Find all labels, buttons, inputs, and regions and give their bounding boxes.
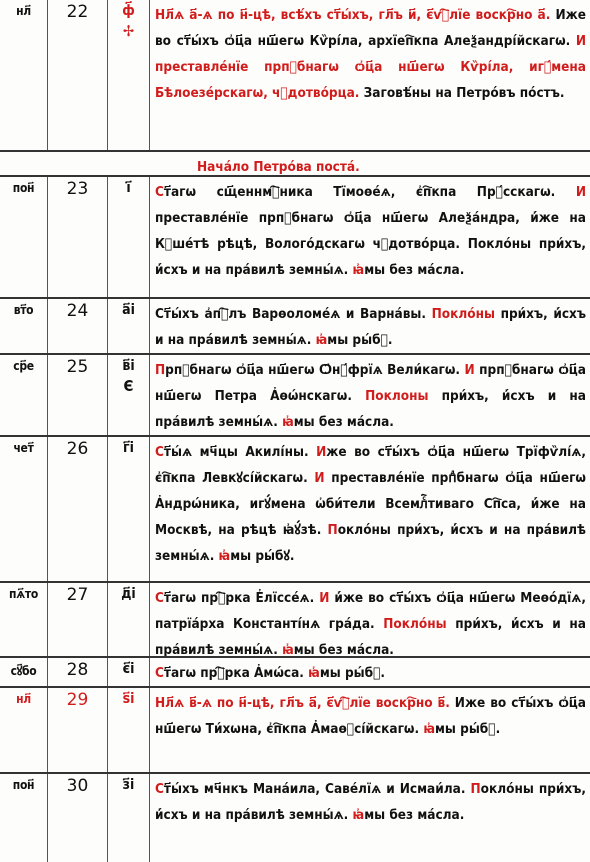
date-number: 25: [66, 357, 89, 377]
body-text: рпⷣбнагѡ ѻ҆ц҃а нш҃егѡ Ѻ҆нꙋ́фрїѧ Вели́кагѡ.: [165, 362, 465, 378]
weekday-cell: [0, 0, 48, 150]
date-cell: [48, 299, 108, 355]
feast-sign-icon: Є: [123, 377, 134, 395]
old-style-date-cell: [108, 688, 150, 774]
feast-cross-icon: ✢: [122, 22, 135, 40]
date-number: 28: [66, 660, 89, 680]
rubric-text: преставле́нїе прпⷣбнагѡ ѻ҆ц҃а нш҃егѡ Кѷрі́ла, игꙋ́мена Бѣлоезе́рскагѡ, чꙋдотво́рца.: [155, 59, 586, 101]
weekday-label: сꙋ҃бо: [10, 664, 37, 678]
body-text: преставле́нїе прпⷣбнагѡ ѻ҆ц҃а нш҃егѡ А҆ндрѡ́ника, игꙋ́мена ѡ҆би́тели Всемлⷭ҇тиваго Сп҇са, и҆́же на Москвѣ, на рѣцѣ ꙗ҆ꙋ́зѣ.: [155, 470, 586, 538]
fast-heading-row: [0, 150, 590, 177]
commemoration-text: [155, 2, 586, 106]
body-text: т҃агѡ прⷪ҇рка Е҆лїссе́ѧ.: [163, 590, 320, 606]
body-text: т҃агѡ сщ҃еннмⷱ҇ника Тїмоѳе́ѧ, є҆п҇кпа Прꙋ́сскагѡ.: [163, 184, 576, 200]
body-text: мы ры́бꙋ.: [435, 721, 501, 737]
body-text: и҆́же во ст҃ы́хъ ѻ҆ц҃а нш҃егѡ Меѳо́дїѧ, патрїа́рха Константі́нѧ гра́да.: [155, 590, 587, 632]
commemoration-cell: [150, 583, 590, 658]
rubric-text: И: [575, 33, 586, 49]
old-style-date: з҃і: [122, 777, 135, 793]
commemoration-cell: [150, 177, 590, 299]
calendar-row: [0, 353, 590, 437]
old-style-date-cell: [108, 658, 150, 688]
body-text: мы ры́бꙋ.: [230, 548, 295, 564]
body-text: т҃ы́ѧ мч҃цы Акилі́ны.: [163, 444, 317, 460]
calendar-row: [0, 435, 590, 583]
commemoration-text: [155, 179, 586, 283]
rubric-text: И: [464, 362, 475, 378]
date-number: 29: [66, 690, 89, 710]
calendar-row: [0, 175, 590, 299]
rubric-text: ꙗ҆: [352, 262, 365, 278]
rubric-text: П: [155, 362, 166, 378]
commemoration-text: [155, 301, 586, 353]
body-text: Ст҃ы́хъ а҆пⷭ҇лъ Варѳоломе́ѧ и Варна́вы.: [155, 306, 432, 322]
weekday-cell: [0, 688, 48, 774]
weekday-label: пон҃: [12, 778, 35, 792]
date-cell: [48, 0, 108, 150]
calendar-row: [0, 772, 590, 862]
commemoration-cell: [150, 688, 590, 774]
weekday-cell: [0, 437, 48, 583]
rubric-text: ꙗ҆: [218, 548, 231, 564]
old-style-date: є҃і: [122, 661, 135, 677]
old-style-date: а҃і: [122, 302, 135, 318]
date-cell: [48, 658, 108, 688]
old-style-date: ѕ҃і: [122, 691, 135, 707]
date-cell: [48, 583, 108, 658]
body-text: прпⷣбнагѡ ѻ҆ц҃а нш҃егѡ Петра А҆ѳѡ́нскагѡ.: [155, 362, 586, 404]
fast-heading: Нача́ло Петро́ва поста́.: [197, 159, 360, 175]
commemoration-cell: [150, 437, 590, 583]
rubric-text: И: [319, 590, 330, 606]
body-text: т҃агѡ прⷪ҇рка А҆мѡ́са.: [163, 665, 309, 681]
body-text: окло́ны при́хъ, и҆́схъ и на пра́вилѣ земны́ѧ.: [155, 522, 586, 564]
old-style-date-cell: [108, 299, 150, 355]
date-cell: [48, 688, 108, 774]
calendar-row: [0, 686, 590, 774]
weekday-label: чет҃: [13, 441, 34, 455]
body-text: мы ры́бꙋ.: [319, 665, 386, 681]
body-text: при́хъ, и҆́схъ и на пра́вилѣ земны́ѧ.: [155, 306, 586, 348]
commemoration-cell: [150, 658, 590, 688]
body-text: Заговѣ́ны на Петро́въ по́стъ.: [359, 85, 565, 101]
commemoration-text: [155, 690, 586, 742]
rubric-text: И: [575, 184, 586, 200]
date-number: 26: [66, 439, 89, 459]
old-style-date: в҃і: [122, 358, 135, 374]
body-text: при́хъ, и҆́схъ и на пра́вилѣ земны́ѧ.: [155, 616, 586, 658]
weekday-label: пѧ҃то: [9, 587, 38, 601]
date-cell: [48, 774, 108, 862]
calendar-row: [0, 0, 590, 150]
old-style-date-cell: [108, 355, 150, 437]
body-text: окло́ны при́хъ, и҆́схъ и на пра́вилѣ земны́ѧ.: [155, 781, 587, 823]
rubric-text: ꙗ҆: [308, 665, 320, 681]
rubric-text: Нл҃ѧ а҃-ѧ по н҃-цѣ, всѣ́хъ ст҃ы́хъ, гл҃ъ и҃, є҃ѵⷢ҇лїе воскр҇но а҃.: [155, 7, 551, 23]
body-text: при́хъ, и҆́схъ и на пра́вилѣ земны́ѧ.: [155, 388, 586, 430]
weekday-label: ср҃е: [13, 359, 34, 373]
body-text: Иже во ст҃ы́хъ ѻ҆ц҃а нш҃егѡ Ти́хѡна, є҆п҇кпа А҆маѳꙋсі́йскагѡ.: [155, 695, 586, 737]
old-style-date: д҃і: [121, 586, 136, 602]
calendar-row: [0, 656, 590, 688]
commemoration-cell: [150, 774, 590, 862]
old-style-date: і҃: [126, 180, 131, 196]
commemoration-text: [155, 357, 586, 435]
weekday-cell: [0, 658, 48, 688]
rubric-text: С: [155, 444, 164, 460]
calendar-row: [0, 581, 590, 658]
body-text: мы без ма́сла.: [364, 262, 465, 278]
rubric-text: И: [316, 444, 327, 460]
body-text: же во ст҃ы́хъ ѻ҆ц҃а нш҃егѡ Трїфѷлі́ѧ, є҆п҇кпа Левкꙋсі́йскагѡ.: [155, 444, 586, 486]
commemoration-text: [155, 660, 586, 686]
old-style-date-cell: [108, 0, 150, 150]
date-number: 24: [66, 301, 89, 321]
date-number: 27: [66, 585, 89, 605]
rubric-text: ꙗ҆: [352, 807, 365, 823]
rubric-text: Покло́ны: [431, 306, 495, 322]
commemoration-text: [155, 439, 586, 569]
rubric-text: ꙗ҆: [282, 414, 294, 430]
date-number: 22: [66, 2, 89, 22]
old-style-date-cell: [108, 177, 150, 299]
date-number: 30: [66, 776, 89, 796]
weekday-cell: [0, 299, 48, 355]
old-style-date: г҃і: [123, 440, 134, 456]
rubric-text: ꙗ҆: [282, 642, 294, 658]
rubric-text: П: [470, 781, 481, 797]
date-cell: [48, 355, 108, 437]
rubric-text: Нл҃ѧ в҃-ѧ по н҃-цѣ, гл҃ъ а҃, є҃ѵⷢ҇лїе воскр҇но в҃.: [155, 695, 450, 711]
rubric-text: С: [155, 665, 164, 681]
weekday-label: нл҃: [16, 4, 31, 18]
commemoration-cell: [150, 299, 590, 355]
body-text: мы без ма́сла.: [293, 414, 394, 430]
body-text: преставле́нїе прпⷣбнагѡ ѻ҆ц҃а нш҃егѡ Алеѯа́ндра, и҆́же на Кꙋше́тѣ рѣцѣ, Волого́дскагѡ чꙋдотво́рца. Покло́ны при́хъ, и҆́схъ и на пра́вилѣ земны́ѧ.: [155, 210, 586, 278]
rubric-text: П: [327, 522, 338, 538]
body-text: т҃ы́хъ мч҃нкъ Мана́ила, Саве́лїѧ и Исмаи́ла.: [163, 781, 471, 797]
body-text: Иже во ст҃ы́хъ ѻ҆ц҃а нш҃егѡ Кѷрі́ла, архїеп҇кпа Алеѯандрі́йскагѡ.: [155, 7, 586, 49]
weekday-cell: [0, 583, 48, 658]
calendar-row: [0, 297, 590, 355]
body-text: мы без ма́сла.: [364, 807, 465, 823]
rubric-text: С: [155, 590, 164, 606]
weekday-cell: [0, 177, 48, 299]
commemoration-text: [155, 585, 586, 663]
commemoration-cell: [150, 0, 590, 150]
weekday-label: пон҃: [12, 181, 35, 195]
commemoration-cell: [150, 355, 590, 437]
rubric-text: ꙗ҆: [315, 332, 328, 348]
date-cell: [48, 177, 108, 299]
old-style-date: ф҃: [122, 3, 135, 19]
date-cell: [48, 437, 108, 583]
old-style-date-cell: [108, 774, 150, 862]
weekday-label: нл҃: [16, 692, 31, 706]
old-style-date-cell: [108, 583, 150, 658]
old-style-date-cell: [108, 437, 150, 583]
body-text: мы ры́бꙋ.: [327, 332, 393, 348]
rubric-text: Покло́ны: [383, 616, 447, 632]
rubric-text: С: [155, 184, 164, 200]
rubric-text: Поклоны: [365, 388, 429, 404]
commemoration-text: [155, 776, 586, 828]
rubric-text: ꙗ҆: [423, 721, 435, 737]
rubric-text: С: [155, 781, 164, 797]
rubric-text: И: [314, 470, 325, 486]
weekday-cell: [0, 774, 48, 862]
date-number: 23: [66, 179, 89, 199]
weekday-label: вт҃о: [13, 303, 34, 317]
weekday-cell: [0, 355, 48, 437]
body-text: мы без ма́сла.: [293, 642, 394, 658]
